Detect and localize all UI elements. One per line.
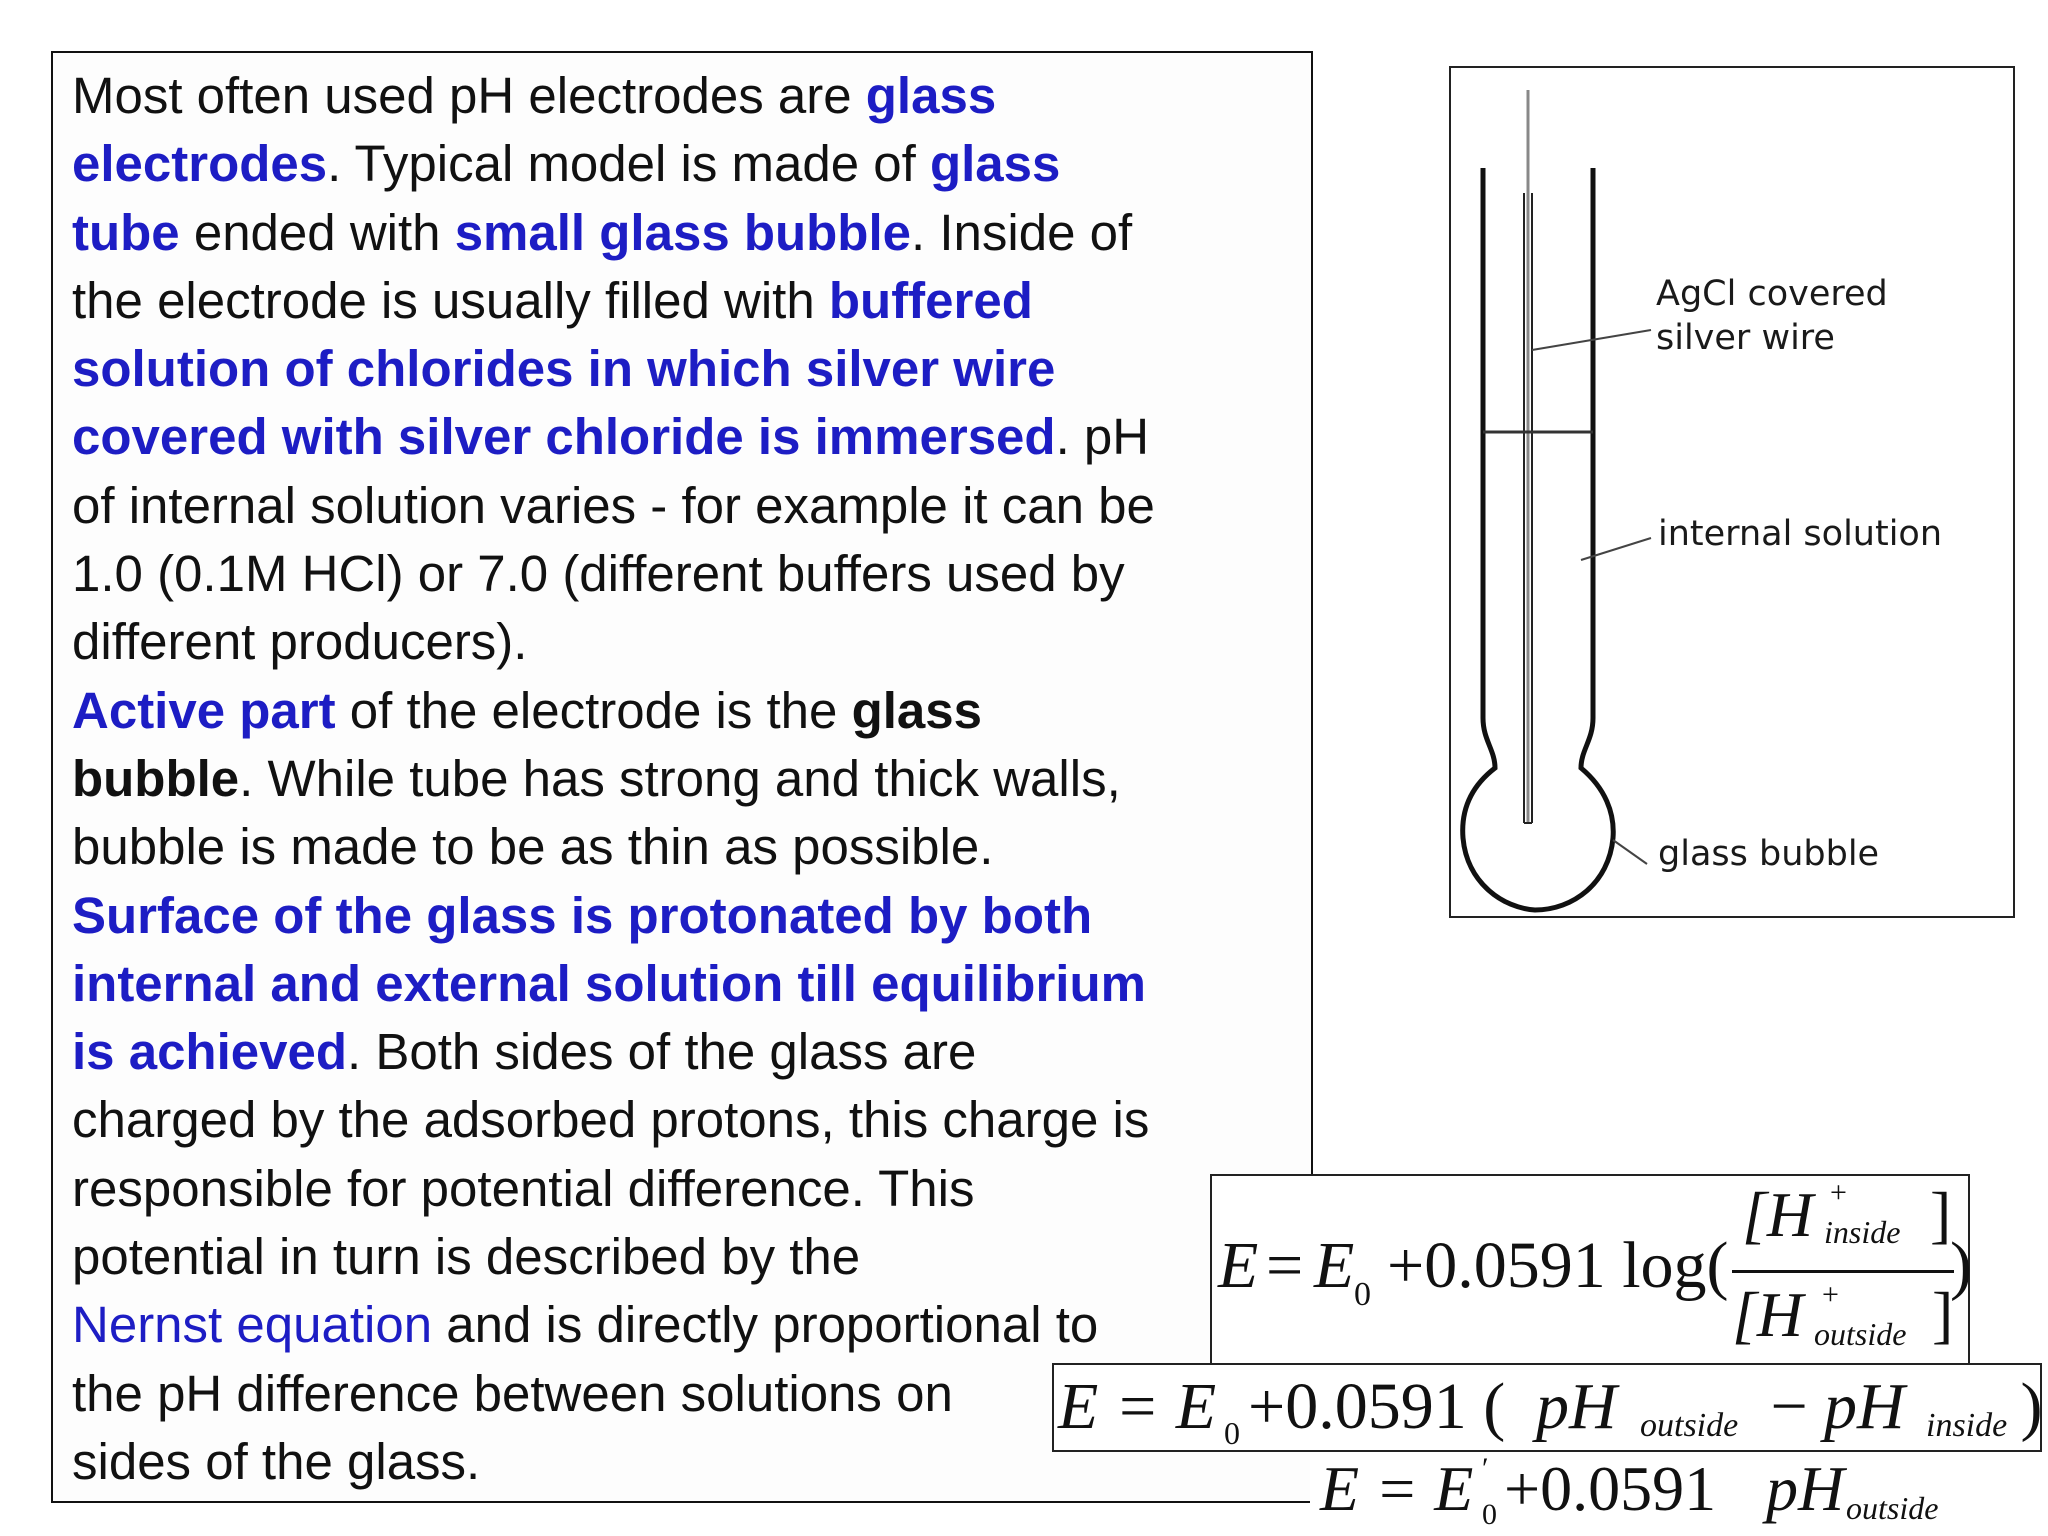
text-line-8: 1.0 (0.1M HCl) or 7.0 (different buffers used by [72,545,1125,603]
text-line-3: tube ended with small glass bubble. Inside of [72,203,1133,261]
eq2-close-paren: ) [2004,1370,2043,1443]
text-line-7: of internal solution varies - for example it can be [72,476,1155,534]
eq2-minus: − [1754,1370,1825,1443]
eq1-numerator-plus: + [1830,1176,1847,1209]
eq3-sub-outside: outside [1846,1490,1939,1526]
text-line-19: Nernst equation and is directly proportional to [72,1296,1099,1354]
eq1-numerator-sub: inside [1824,1214,1901,1250]
nernst-equation-log [1210,1174,1970,1369]
text-line-14: internal and external solution till equilibrium [72,954,1146,1012]
eq1-denominator-close: ] [1932,1279,1954,1350]
eq1-denominator-sub: outside [1814,1316,1907,1352]
text-line-17: responsible for potential difference. This [72,1159,975,1217]
text-line-15: is achieved. Both sides of the glass are [72,1023,977,1081]
eq2-coefficient: +0.0591 ( [1248,1370,1506,1443]
eq1-denominator-plus: + [1822,1278,1839,1311]
eq2-sub-outside: outside [1640,1407,1739,1444]
text-line-20: the pH difference between solutions on [72,1364,953,1422]
nernst-equation-simplified [1310,1452,2010,1536]
eq3-sub-zero: 0 [1482,1498,1497,1531]
text-line-11: bubble. While tube has strong and thick walls, [72,749,1121,807]
eq2-ph-outside: pH [1536,1370,1617,1443]
text-line-5: solution of chlorides in which silver wire [72,340,1056,398]
text-line-21: sides of the glass. [72,1432,481,1490]
electrode-drawing [1451,68,2013,916]
glass-tube-outline [1463,168,1614,910]
label-internal-solution: internal solution [1658,514,1943,554]
text-line-16: charged by the adsorbed protons, this charge is [72,1091,1150,1149]
eq1-denominator-h: [H [1732,1279,1804,1350]
text-line-13: Surface of the glass is protonated by both [72,886,1093,944]
label-glass-bubble: glass bubble [1658,834,1880,874]
explanation-paragraph [72,62,1300,1496]
text-line-9: different producers). [72,613,528,671]
text-line-4: the electrode is usually filled with buffered [72,271,1033,329]
eq1-e: E [1314,1229,1355,1302]
eq1-numerator-h: [H [1742,1179,1814,1250]
eq2-sub-zero: 0 [1224,1415,1240,1451]
eq3-lhs: E = E [1320,1453,1474,1524]
text-line-1: Most often used pH electrodes are glass [72,67,997,124]
label-agcl-covered: AgCl covered [1656,274,1888,314]
eq1-sub-zero: 0 [1354,1276,1371,1313]
bubble-leader-line [1613,840,1647,864]
text-line-18: potential in turn is described by the [72,1228,861,1286]
eq3-coefficient: +0.0591 [1504,1453,1733,1524]
eq1-close-paren: ) [1950,1229,1972,1302]
nernst-link[interactable]: Nernst equation [72,1296,433,1354]
eq1-equals: = [1266,1229,1304,1302]
eq1-numerator-close: ] [1930,1179,1952,1250]
eq1-fraction-bar [1732,1270,1954,1273]
text-line-6: covered with silver chloride is immersed. pH [72,408,1150,466]
eq3-ph: pH [1766,1453,1845,1524]
eq2-ph-inside: pH [1824,1370,1905,1443]
text-line-12: bubble is made to be as thin as possible. [72,818,994,876]
eq1-lhs: E [1218,1229,1259,1302]
text-line-10: Active part of the electrode is the glass [72,681,982,739]
label-silver-wire: silver wire [1656,318,1835,358]
eq3-prime: ′ [1482,1452,1489,1485]
eq2-lhs: E = E [1058,1370,1217,1443]
text-line-2: electrodes. Typical model is made of glass [72,135,1061,193]
eq2-sub-inside: inside [1926,1407,2008,1444]
eq1-coefficient: +0.0591 log( [1387,1229,1729,1302]
electrode-diagram [1449,66,2015,918]
nernst-equation-ph-difference [1052,1363,2042,1452]
